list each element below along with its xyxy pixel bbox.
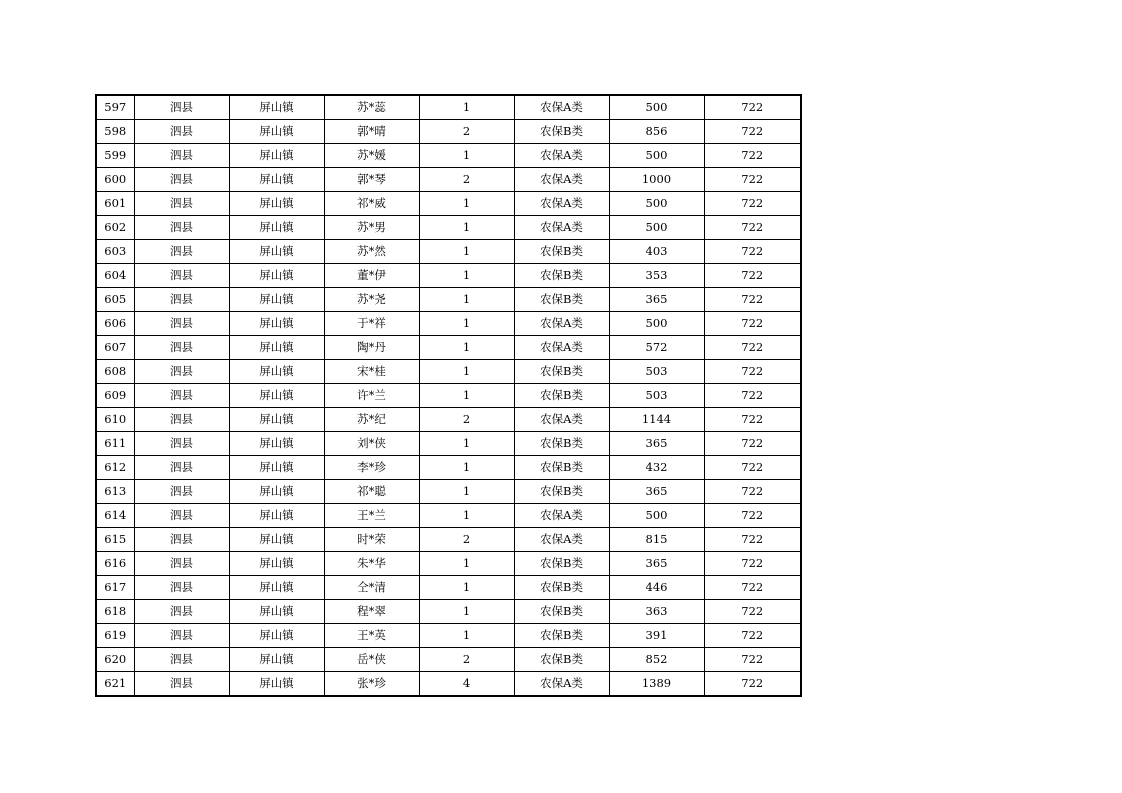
town-cell: 屏山镇 (229, 600, 324, 624)
county-cell: 泗县 (134, 480, 229, 504)
category-cell: 农保A类 (514, 528, 609, 552)
county-cell: 泗县 (134, 144, 229, 168)
standard-cell: 722 (704, 240, 801, 264)
county-cell: 泗县 (134, 432, 229, 456)
row-index-cell: 621 (96, 672, 134, 697)
row-index-cell: 611 (96, 432, 134, 456)
table-row (96, 624, 801, 648)
standard-cell: 722 (704, 528, 801, 552)
amount-cell: 403 (609, 240, 704, 264)
amount-cell: 500 (609, 312, 704, 336)
name-cell: 董*伊 (324, 264, 419, 288)
household-size-cell: 1 (419, 504, 514, 528)
name-cell: 苏*然 (324, 240, 419, 264)
town-cell: 屏山镇 (229, 95, 324, 120)
table-row (96, 408, 801, 432)
table-row (96, 504, 801, 528)
category-cell: 农保B类 (514, 240, 609, 264)
county-cell: 泗县 (134, 288, 229, 312)
category-cell: 农保A类 (514, 336, 609, 360)
amount-cell: 365 (609, 480, 704, 504)
household-size-cell: 4 (419, 672, 514, 697)
table-row (96, 95, 801, 120)
table-row (96, 240, 801, 264)
standard-cell: 722 (704, 624, 801, 648)
standard-cell: 722 (704, 456, 801, 480)
table-row (96, 168, 801, 192)
county-cell: 泗县 (134, 648, 229, 672)
category-cell: 农保A类 (514, 95, 609, 120)
household-size-cell: 1 (419, 144, 514, 168)
category-cell: 农保B类 (514, 480, 609, 504)
standard-cell: 722 (704, 168, 801, 192)
town-cell: 屏山镇 (229, 552, 324, 576)
table-row (96, 648, 801, 672)
household-size-cell: 2 (419, 408, 514, 432)
standard-cell: 722 (704, 648, 801, 672)
category-cell: 农保A类 (514, 216, 609, 240)
household-size-cell: 1 (419, 600, 514, 624)
standard-cell: 722 (704, 600, 801, 624)
household-size-cell: 1 (419, 480, 514, 504)
name-cell: 祁*聪 (324, 480, 419, 504)
table-row (96, 552, 801, 576)
county-cell: 泗县 (134, 312, 229, 336)
town-cell: 屏山镇 (229, 312, 324, 336)
name-cell: 岳*侠 (324, 648, 419, 672)
name-cell: 朱*华 (324, 552, 419, 576)
row-index-cell: 609 (96, 384, 134, 408)
row-index-cell: 614 (96, 504, 134, 528)
county-cell: 泗县 (134, 576, 229, 600)
table-row (96, 312, 801, 336)
name-cell: 王*兰 (324, 504, 419, 528)
row-index-cell: 607 (96, 336, 134, 360)
county-cell: 泗县 (134, 264, 229, 288)
name-cell: 苏*尧 (324, 288, 419, 312)
standard-cell: 722 (704, 408, 801, 432)
name-cell: 苏*媛 (324, 144, 419, 168)
name-cell: 郭*晴 (324, 120, 419, 144)
amount-cell: 365 (609, 552, 704, 576)
name-cell: 王*英 (324, 624, 419, 648)
town-cell: 屏山镇 (229, 648, 324, 672)
amount-cell: 503 (609, 360, 704, 384)
county-cell: 泗县 (134, 360, 229, 384)
table-row (96, 144, 801, 168)
town-cell: 屏山镇 (229, 120, 324, 144)
table-row (96, 192, 801, 216)
row-index-cell: 604 (96, 264, 134, 288)
town-cell: 屏山镇 (229, 336, 324, 360)
town-cell: 屏山镇 (229, 576, 324, 600)
amount-cell: 572 (609, 336, 704, 360)
standard-cell: 722 (704, 672, 801, 697)
amount-cell: 432 (609, 456, 704, 480)
table-row (96, 120, 801, 144)
amount-cell: 353 (609, 264, 704, 288)
category-cell: 农保A类 (514, 312, 609, 336)
town-cell: 屏山镇 (229, 456, 324, 480)
standard-cell: 722 (704, 360, 801, 384)
county-cell: 泗县 (134, 384, 229, 408)
row-index-cell: 619 (96, 624, 134, 648)
name-cell: 苏*男 (324, 216, 419, 240)
household-size-cell: 1 (419, 552, 514, 576)
table-row (96, 576, 801, 600)
amount-cell: 500 (609, 144, 704, 168)
row-index-cell: 616 (96, 552, 134, 576)
amount-cell: 503 (609, 384, 704, 408)
town-cell: 屏山镇 (229, 384, 324, 408)
amount-cell: 365 (609, 432, 704, 456)
town-cell: 屏山镇 (229, 624, 324, 648)
county-cell: 泗县 (134, 408, 229, 432)
category-cell: 农保A类 (514, 192, 609, 216)
county-cell: 泗县 (134, 216, 229, 240)
amount-cell: 500 (609, 95, 704, 120)
name-cell: 刘*侠 (324, 432, 419, 456)
household-size-cell: 1 (419, 456, 514, 480)
name-cell: 郭*琴 (324, 168, 419, 192)
name-cell: 时*荣 (324, 528, 419, 552)
household-size-cell: 1 (419, 336, 514, 360)
name-cell: 许*兰 (324, 384, 419, 408)
table-row (96, 384, 801, 408)
standard-cell: 722 (704, 120, 801, 144)
table-body (96, 95, 801, 696)
standard-cell: 722 (704, 216, 801, 240)
category-cell: 农保B类 (514, 600, 609, 624)
household-size-cell: 1 (419, 576, 514, 600)
county-cell: 泗县 (134, 95, 229, 120)
county-cell: 泗县 (134, 120, 229, 144)
table-row (96, 336, 801, 360)
name-cell: 陶*丹 (324, 336, 419, 360)
household-size-cell: 1 (419, 432, 514, 456)
household-size-cell: 1 (419, 192, 514, 216)
town-cell: 屏山镇 (229, 432, 324, 456)
amount-cell: 500 (609, 216, 704, 240)
amount-cell: 1389 (609, 672, 704, 697)
category-cell: 农保B类 (514, 456, 609, 480)
row-index-cell: 615 (96, 528, 134, 552)
name-cell: 于*祥 (324, 312, 419, 336)
category-cell: 农保B类 (514, 576, 609, 600)
household-size-cell: 2 (419, 120, 514, 144)
category-cell: 农保B类 (514, 360, 609, 384)
county-cell: 泗县 (134, 504, 229, 528)
amount-cell: 446 (609, 576, 704, 600)
amount-cell: 856 (609, 120, 704, 144)
standard-cell: 722 (704, 288, 801, 312)
county-cell: 泗县 (134, 336, 229, 360)
data-table (95, 94, 802, 697)
standard-cell: 722 (704, 95, 801, 120)
household-size-cell: 2 (419, 648, 514, 672)
row-index-cell: 602 (96, 216, 134, 240)
category-cell: 农保B类 (514, 432, 609, 456)
household-size-cell: 1 (419, 384, 514, 408)
standard-cell: 722 (704, 480, 801, 504)
name-cell: 仝*清 (324, 576, 419, 600)
row-index-cell: 603 (96, 240, 134, 264)
table-row (96, 264, 801, 288)
category-cell: 农保A类 (514, 168, 609, 192)
amount-cell: 500 (609, 192, 704, 216)
category-cell: 农保B类 (514, 552, 609, 576)
town-cell: 屏山镇 (229, 360, 324, 384)
amount-cell: 365 (609, 288, 704, 312)
table-row (96, 432, 801, 456)
town-cell: 屏山镇 (229, 216, 324, 240)
row-index-cell: 598 (96, 120, 134, 144)
row-index-cell: 597 (96, 95, 134, 120)
row-index-cell: 612 (96, 456, 134, 480)
amount-cell: 363 (609, 600, 704, 624)
standard-cell: 722 (704, 552, 801, 576)
standard-cell: 722 (704, 264, 801, 288)
table-row (96, 360, 801, 384)
category-cell: 农保B类 (514, 384, 609, 408)
town-cell: 屏山镇 (229, 288, 324, 312)
standard-cell: 722 (704, 312, 801, 336)
row-index-cell: 610 (96, 408, 134, 432)
household-size-cell: 1 (419, 240, 514, 264)
town-cell: 屏山镇 (229, 168, 324, 192)
town-cell: 屏山镇 (229, 480, 324, 504)
table-row (96, 216, 801, 240)
county-cell: 泗县 (134, 456, 229, 480)
category-cell: 农保B类 (514, 264, 609, 288)
row-index-cell: 601 (96, 192, 134, 216)
household-size-cell: 1 (419, 95, 514, 120)
category-cell: 农保A类 (514, 144, 609, 168)
category-cell: 农保A类 (514, 504, 609, 528)
standard-cell: 722 (704, 144, 801, 168)
town-cell: 屏山镇 (229, 144, 324, 168)
standard-cell: 722 (704, 504, 801, 528)
row-index-cell: 606 (96, 312, 134, 336)
table-row (96, 480, 801, 504)
category-cell: 农保B类 (514, 648, 609, 672)
town-cell: 屏山镇 (229, 408, 324, 432)
category-cell: 农保A类 (514, 672, 609, 697)
name-cell: 苏*蕊 (324, 95, 419, 120)
town-cell: 屏山镇 (229, 672, 324, 697)
town-cell: 屏山镇 (229, 264, 324, 288)
county-cell: 泗县 (134, 192, 229, 216)
name-cell: 程*翠 (324, 600, 419, 624)
name-cell: 张*珍 (324, 672, 419, 697)
county-cell: 泗县 (134, 624, 229, 648)
household-size-cell: 1 (419, 360, 514, 384)
category-cell: 农保B类 (514, 288, 609, 312)
name-cell: 祁*威 (324, 192, 419, 216)
standard-cell: 722 (704, 192, 801, 216)
standard-cell: 722 (704, 576, 801, 600)
category-cell: 农保A类 (514, 408, 609, 432)
name-cell: 苏*纪 (324, 408, 419, 432)
table-row (96, 288, 801, 312)
household-size-cell: 1 (419, 288, 514, 312)
household-size-cell: 1 (419, 264, 514, 288)
standard-cell: 722 (704, 432, 801, 456)
row-index-cell: 618 (96, 600, 134, 624)
category-cell: 农保B类 (514, 120, 609, 144)
row-index-cell: 608 (96, 360, 134, 384)
household-size-cell: 1 (419, 216, 514, 240)
town-cell: 屏山镇 (229, 504, 324, 528)
county-cell: 泗县 (134, 240, 229, 264)
row-index-cell: 600 (96, 168, 134, 192)
standard-cell: 722 (704, 384, 801, 408)
row-index-cell: 620 (96, 648, 134, 672)
town-cell: 屏山镇 (229, 528, 324, 552)
amount-cell: 852 (609, 648, 704, 672)
town-cell: 屏山镇 (229, 240, 324, 264)
amount-cell: 500 (609, 504, 704, 528)
county-cell: 泗县 (134, 600, 229, 624)
category-cell: 农保B类 (514, 624, 609, 648)
amount-cell: 1144 (609, 408, 704, 432)
table-row (96, 600, 801, 624)
county-cell: 泗县 (134, 552, 229, 576)
town-cell: 屏山镇 (229, 192, 324, 216)
amount-cell: 391 (609, 624, 704, 648)
table-row (96, 456, 801, 480)
row-index-cell: 599 (96, 144, 134, 168)
row-index-cell: 617 (96, 576, 134, 600)
county-cell: 泗县 (134, 672, 229, 697)
household-size-cell: 1 (419, 624, 514, 648)
name-cell: 宋*桂 (324, 360, 419, 384)
amount-cell: 815 (609, 528, 704, 552)
standard-cell: 722 (704, 336, 801, 360)
name-cell: 李*珍 (324, 456, 419, 480)
amount-cell: 1000 (609, 168, 704, 192)
household-size-cell: 1 (419, 312, 514, 336)
household-size-cell: 2 (419, 528, 514, 552)
household-size-cell: 2 (419, 168, 514, 192)
county-cell: 泗县 (134, 528, 229, 552)
row-index-cell: 613 (96, 480, 134, 504)
table-row (96, 528, 801, 552)
county-cell: 泗县 (134, 168, 229, 192)
row-index-cell: 605 (96, 288, 134, 312)
table-row (96, 672, 801, 697)
